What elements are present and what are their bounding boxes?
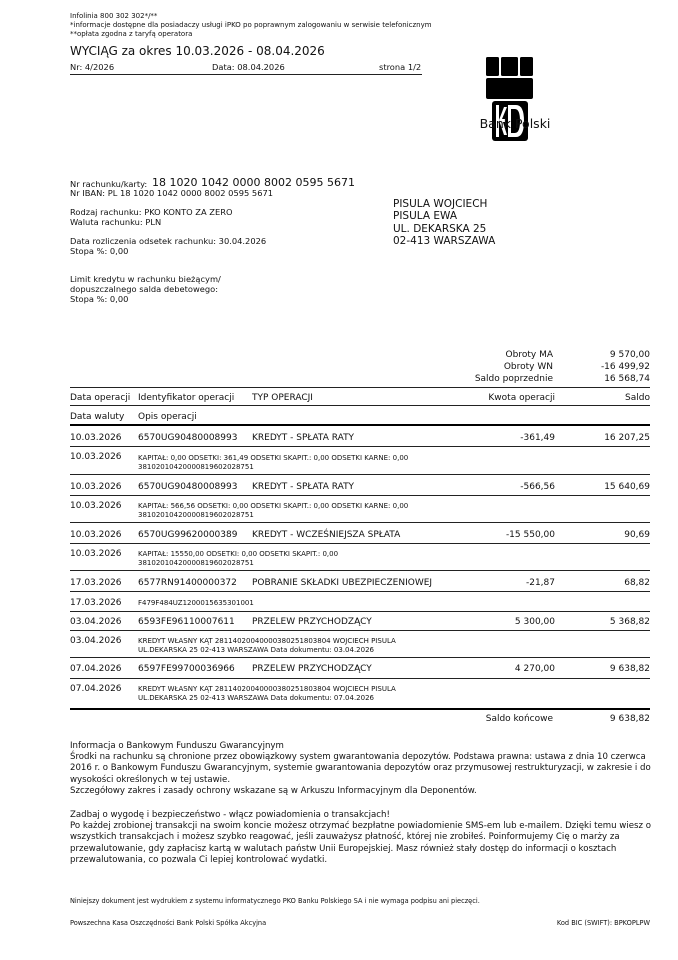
row-date: 17.03.2026 bbox=[70, 578, 122, 588]
row-type: PRZELEW PRZYCHODZĄCY bbox=[252, 617, 372, 627]
table-header-thick-rule bbox=[70, 424, 650, 426]
turnover-credit-value: 9 570,00 bbox=[609, 350, 650, 360]
bfg-title: Informacja o Bankowym Funduszu Gwarancyjnym bbox=[70, 741, 284, 751]
previous-balance-label: Saldo poprzednie bbox=[474, 374, 553, 384]
col-header-id: Identyfikator operacji bbox=[138, 393, 235, 403]
address-line-2: PISULA EWA bbox=[393, 210, 458, 223]
bfg-text-2: Szczegółowy zakres i zasady ochrony wskazane są w Arkuszu Informacyjnym dla Deponentów. bbox=[70, 786, 477, 796]
row-id: 6570UG99620000389 bbox=[138, 530, 238, 540]
row-description-2: 38102010420000819602028751 bbox=[138, 559, 254, 567]
row-id: 6570UG90480008993 bbox=[138, 482, 238, 492]
account-currency: Waluta rachunku: PLN bbox=[70, 217, 162, 227]
page-indicator: strona 1/2 bbox=[379, 62, 422, 72]
row-type: KREDYT - SPŁATA RATY bbox=[252, 433, 355, 443]
row-description-2: 38102010420000819602028751 bbox=[138, 463, 254, 471]
account-number-label: Nr rachunku/karty: bbox=[70, 179, 148, 189]
col-header-balance: Saldo bbox=[625, 393, 650, 403]
row-value-date: 07.04.2026 bbox=[70, 684, 122, 694]
col-header-description: Opis operacji bbox=[138, 412, 197, 422]
table-top-rule bbox=[70, 387, 650, 388]
recipient-address bbox=[393, 198, 495, 248]
row-description-2: UL.DEKARSKA 25 02-413 WARSZAWA Data dokumentu: 07.04.2026 bbox=[138, 694, 374, 702]
row-date: 10.03.2026 bbox=[70, 530, 122, 540]
row-value-date: 10.03.2026 bbox=[70, 452, 122, 462]
bfg-text: Środki na rachunku są chronione przez obowiązkowy system gwarantowania depozytów. Podstawa prawna: ustawa z dnia 10 czerwca 2016 r. o Bankowym Funduszu Gwarancyjnym, systemie gwarantowania depozytów oraz przymusowej restrukturyzacji, w zakresie i do wysokości określonych w tej ustawie. bbox=[70, 752, 651, 785]
row-amount: 4 270,00 bbox=[514, 664, 555, 674]
row-amount: -15 550,00 bbox=[505, 530, 555, 540]
row-id: 6593FE96110007611 bbox=[138, 617, 235, 627]
iban: Nr IBAN: PL 18 1020 1042 0000 8002 0595 5671 bbox=[70, 188, 274, 198]
address-line-3: UL. DEKARSKA 25 bbox=[393, 222, 487, 235]
row-type: KREDYT - WCZEŚNIEJSZA SPŁATA bbox=[252, 530, 401, 540]
bank-name: Bank Polski bbox=[479, 116, 551, 131]
row-id: 6577RN91400000372 bbox=[138, 578, 237, 588]
row-divider bbox=[70, 678, 650, 679]
turnover-debit-value: -16 499,92 bbox=[600, 362, 650, 372]
previous-balance-value: 16 568,74 bbox=[604, 374, 650, 384]
statement-date: Data: 08.04.2026 bbox=[212, 62, 285, 72]
account-type: Rodzaj rachunku: PKO KONTO ZA ZERO bbox=[70, 207, 233, 217]
table-header-rule bbox=[70, 405, 650, 406]
safety-title: Zadbaj o wygodę i bezpieczeństwo - włącz powiadomienia o transakcjach! bbox=[70, 810, 390, 820]
address-line-4: 02-413 WARSZAWA bbox=[393, 235, 496, 248]
row-balance: 90,69 bbox=[624, 530, 650, 540]
row-balance: 68,82 bbox=[624, 578, 650, 588]
row-divider bbox=[70, 630, 650, 631]
interest-rate: Stopa %: 0,00 bbox=[70, 246, 129, 256]
credit-limit-rate: Stopa %: 0,00 bbox=[70, 294, 129, 304]
row-balance: 15 640,69 bbox=[604, 482, 650, 492]
final-balance-value: 9 638,82 bbox=[609, 714, 650, 724]
row-amount: -566,56 bbox=[520, 482, 555, 492]
row-balance: 5 368,82 bbox=[609, 617, 650, 627]
row-amount: -361,49 bbox=[520, 433, 555, 443]
col-header-value-date: Data waluty bbox=[70, 412, 125, 422]
footer-company: Powszechna Kasa Oszczędności Bank Polski Spółka Akcyjna bbox=[70, 919, 267, 927]
row-type: POBRANIE SKŁADKI UBEZPIECZENIOWEJ bbox=[252, 578, 433, 588]
row-description-1: KREDYT WŁASNY KĄT 28114020040000380251803804 WOJCIECH PISULA bbox=[138, 637, 396, 645]
row-balance: 9 638,82 bbox=[609, 664, 650, 674]
row-date: 03.04.2026 bbox=[70, 617, 122, 627]
row-description-1: KREDYT WŁASNY KĄT 28114020040000380251803804 WOJCIECH PISULA bbox=[138, 685, 396, 693]
turnover-credit-label: Obroty MA bbox=[505, 350, 553, 360]
credit-limit-label-1: Limit kredytu w rachunku bieżącym/ bbox=[70, 274, 221, 284]
row-amount: -21,87 bbox=[525, 578, 555, 588]
row-description-2: 38102010420000819602028751 bbox=[138, 511, 254, 519]
account-number: 18 1020 1042 0000 8002 0595 5671 bbox=[152, 176, 355, 189]
row-end-rule bbox=[70, 474, 650, 475]
footer-bic: Kod BIC (SWIFT): BPKOPLPW bbox=[556, 919, 650, 927]
row-description-1: KAPITAŁ: 15550,00 ODSETKI: 0,00 ODSETKI SKAPIT.: 0,00 bbox=[138, 550, 339, 558]
header-divider bbox=[70, 74, 422, 75]
header-note-2: **opłata zgodna z taryfą operatora bbox=[70, 30, 193, 38]
row-date: 10.03.2026 bbox=[70, 433, 122, 443]
credit-limit-label-2: dopuszczalnego salda debetowego: bbox=[70, 284, 218, 294]
row-end-rule bbox=[70, 657, 650, 658]
row-amount: 5 300,00 bbox=[514, 617, 555, 627]
row-value-date: 17.03.2026 bbox=[70, 598, 122, 608]
row-divider bbox=[70, 446, 650, 447]
row-balance: 16 207,25 bbox=[604, 433, 650, 443]
row-description-1: KAPITAŁ: 0,00 ODSETKI: 361,49 ODSETKI SKAPIT.: 0,00 ODSETKI KARNE: 0,00 bbox=[138, 454, 409, 462]
col-header-date: Data operacji bbox=[70, 393, 131, 403]
row-date: 07.04.2026 bbox=[70, 664, 122, 674]
row-end-rule bbox=[70, 611, 650, 612]
header-note-1: *informacje dostępne dla posiadaczy usługi iPKO po poprawnym zalogowaniu w serwisie telefonicznym bbox=[70, 21, 432, 29]
row-end-rule bbox=[70, 570, 650, 571]
row-type: KREDYT - SPŁATA RATY bbox=[252, 482, 355, 492]
turnover-debit-label: Obroty WN bbox=[503, 362, 553, 372]
row-value-date: 03.04.2026 bbox=[70, 636, 122, 646]
row-type: PRZELEW PRZYCHODZĄCY bbox=[252, 664, 372, 674]
row-date: 10.03.2026 bbox=[70, 482, 122, 492]
row-value-date: 10.03.2026 bbox=[70, 501, 122, 511]
safety-text: Po każdej zrobionej transakcji na swoim koncie możesz otrzymać bezpłatne powiadomienie SMS-em lub e-mailem. Dzięki temu wiesz o wszystkich transakcjach i możesz szybko reagować, jeśli zauważysz płatność, której nie zrobiłeś. Poinformujemy Cię o marży za przewalutowanie, gdy zapłacisz kartą w walutach państw Unii Europejskiej. Masz również stały dostęp do informacji o kosztach przewalutowania, co pozwala Ci lepiej kontrolować wydatki. bbox=[70, 821, 651, 865]
address-line-1: PISULA WOJCIECH bbox=[393, 198, 488, 210]
final-balance-label: Saldo końcowe bbox=[485, 714, 553, 724]
row-id: 6597FE99700036966 bbox=[138, 664, 235, 674]
row-description-1: KAPITAŁ: 566,56 ODSETKI: 0,00 ODSETKI SKAPIT.: 0,00 ODSETKI KARNE: 0,00 bbox=[138, 502, 409, 510]
col-header-type: TYP OPERACJI bbox=[252, 393, 313, 403]
row-end-rule bbox=[70, 522, 650, 523]
statement-title: WYCIĄG za okres 10.03.2026 - 08.04.2026 bbox=[70, 44, 325, 58]
row-description-1: F479F484UZ1200015635301001 bbox=[138, 599, 254, 607]
row-description-2: UL.DEKARSKA 25 02-413 WARSZAWA Data dokumentu: 03.04.2026 bbox=[138, 646, 374, 654]
statement-number: Nr: 4/2026 bbox=[70, 62, 115, 72]
interest-date: Data rozliczenia odsetek rachunku: 30.04.2026 bbox=[70, 236, 267, 246]
infolinia: Infolinia 800 302 302*/** bbox=[70, 12, 158, 20]
row-divider bbox=[70, 495, 650, 496]
footer-disclaimer: Niniejszy dokument jest wydrukiem z systemu informatycznego PKO Banku Polskiego SA i nie wymaga podpisu ani pieczęci. bbox=[70, 897, 480, 905]
table-bottom-rule bbox=[70, 708, 650, 710]
row-id: 6570UG90480008993 bbox=[138, 433, 238, 443]
row-divider bbox=[70, 591, 650, 592]
row-value-date: 10.03.2026 bbox=[70, 549, 122, 559]
row-divider bbox=[70, 543, 650, 544]
col-header-amount: Kwota operacji bbox=[488, 393, 555, 403]
pko-logo-icon bbox=[477, 53, 547, 153]
